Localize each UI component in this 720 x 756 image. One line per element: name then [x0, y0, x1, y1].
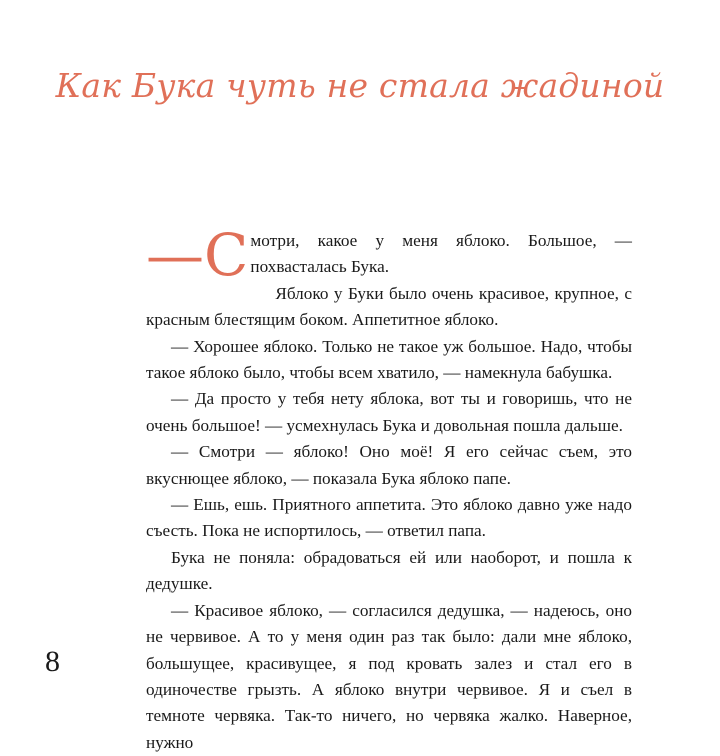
paragraph-text: мотри, какое у меня яблоко. Большое, — похвасталась Бука.: [250, 231, 632, 277]
paragraph: — Хорошее яблоко. Только не такое уж большое. Надо, чтобы такое яблоко было, чтобы всем хватило, — намекнула бабушка.: [146, 336, 632, 383]
paragraph: — Красивое яблоко, — согласился дедушка, — надеюсь, оно не червивое. А то у меня один раз так было: дали мне яблоко, большущее, красивущее, я под кровать залез и стал его в одиночестве грызть. А яблоко внутри червивое. Я и съел в темноте червяка. Так-то ничего, но червяка жалко. Наверное, нужно: [146, 600, 632, 752]
paragraph: — Смотри — яблоко! Оно моё! Я его сейчас съем, это вкуснющее яблоко, — показала Бука яблоко папе.: [146, 442, 632, 488]
paragraph: [146, 221, 632, 289]
page-number: 8: [45, 645, 60, 678]
story-text: [146, 221, 632, 756]
drop-cap: —С: [146, 221, 249, 289]
paragraph: Бука не поняла: обрадоваться ей или наоборот, и пошла к дедушке.: [146, 547, 632, 594]
paragraph: — Да просто у тебя нету яблока, вот ты и говоришь, что не очень большое! — усмехнулась Бука и довольная пошла дальше.: [146, 389, 632, 435]
paragraph: — Ешь, ешь. Приятного аппетита. Это яблоко давно уже надо съесть. Пока не испортилось, — ответил папа.: [146, 495, 632, 541]
chapter-title: Как Бука чуть не стала жадиной: [55, 66, 665, 105]
paragraph: Яблоко у Буки было очень красивое, крупное, с красным блестящим боком. Аппетитное яблоко.: [146, 283, 632, 330]
